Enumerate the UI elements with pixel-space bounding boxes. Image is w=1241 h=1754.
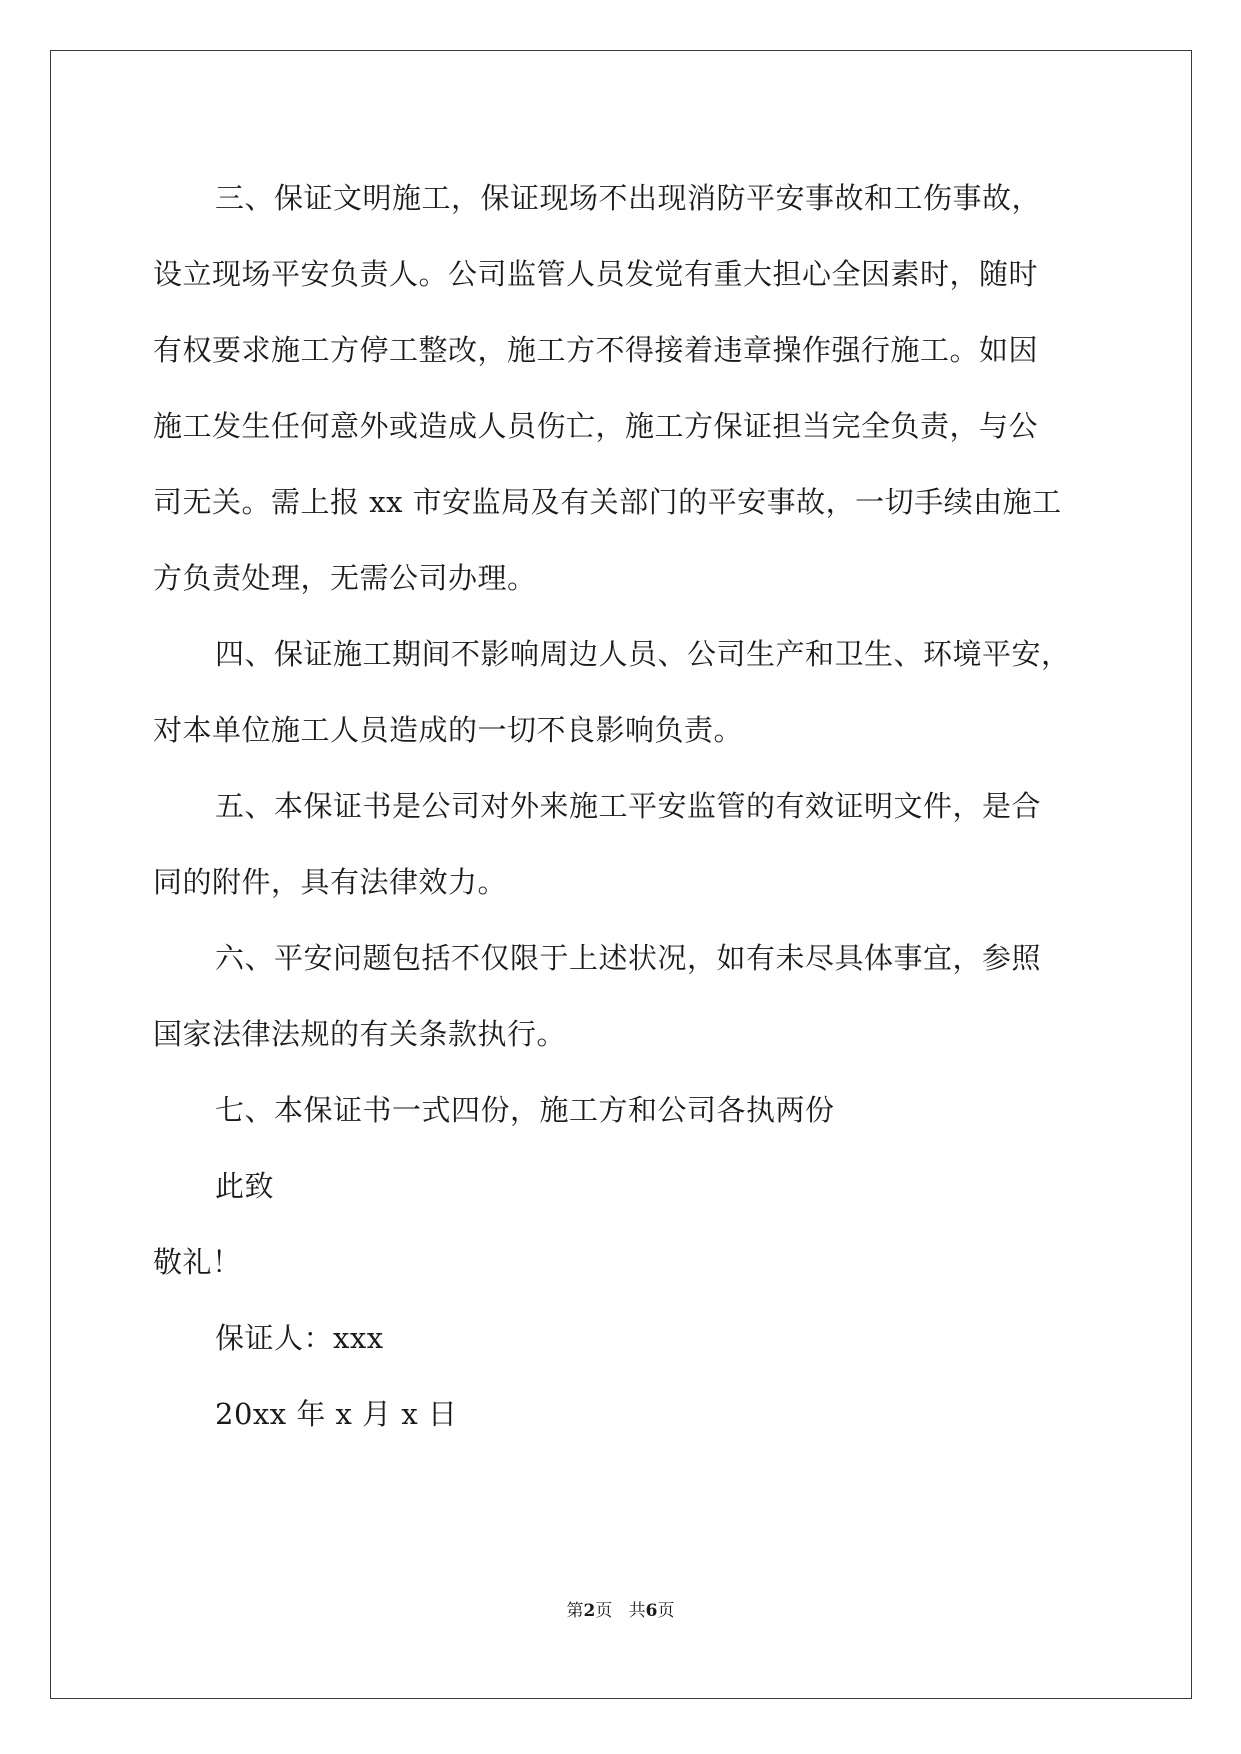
- paragraph-3-line-5: 司无关。需上报 xx 市安监局及有关部门的平安事故，一切手续由施工: [153, 485, 1062, 519]
- paragraph-6-line-1: 六、平安问题包括不仅限于上述状况，如有未尽具体事宜，参照: [215, 941, 1042, 975]
- paragraph-6-line-2: 国家法律法规的有关条款执行。: [153, 1017, 567, 1051]
- paragraph-3-line-4: 施工发生任何意外或造成人员伤亡，施工方保证担当完全负责，与公: [153, 409, 1039, 443]
- guarantor-signature: 保证人：xxx: [215, 1321, 384, 1355]
- paragraph-3-line-3: 有权要求施工方停工整改，施工方不得接着违章操作强行施工。如因: [153, 333, 1039, 367]
- paragraph-3-line-6: 方负责处理，无需公司办理。: [153, 561, 537, 595]
- paragraph-3-line-2: 设立现场平安负责人。公司监管人员发觉有重大担心全因素时，随时: [153, 257, 1039, 291]
- paragraph-4-line-1: 四、保证施工期间不影响周边人员、公司生产和卫生、环境平安，: [215, 637, 1071, 671]
- page-number-footer: [0, 1598, 1241, 1624]
- page-middle: 页 共: [595, 1601, 646, 1621]
- paragraph-4-line-2: 对本单位施工人员造成的一切不良影响负责。: [153, 713, 744, 747]
- signature-date: 20xx 年 x 月 x 日: [215, 1397, 458, 1431]
- closing-salutation: 此致: [215, 1169, 275, 1203]
- paragraph-7: 七、本保证书一式四份，施工方和公司各执两份: [215, 1093, 835, 1127]
- closing-regards: 敬礼！: [153, 1245, 242, 1279]
- document-body: [153, 160, 1093, 1452]
- page-prefix: 第: [566, 1601, 584, 1621]
- paragraph-3-line-1: 三、保证文明施工，保证现场不出现消防平安事故和工伤事故，: [215, 181, 1042, 215]
- page-suffix: 页: [657, 1601, 675, 1621]
- current-page-number: 2: [583, 1601, 596, 1621]
- paragraph-5-line-1: 五、本保证书是公司对外来施工平安监管的有效证明文件，是合: [215, 789, 1042, 823]
- paragraph-5-line-2: 同的附件，具有法律效力。: [153, 865, 508, 899]
- total-page-number: 6: [645, 1601, 658, 1621]
